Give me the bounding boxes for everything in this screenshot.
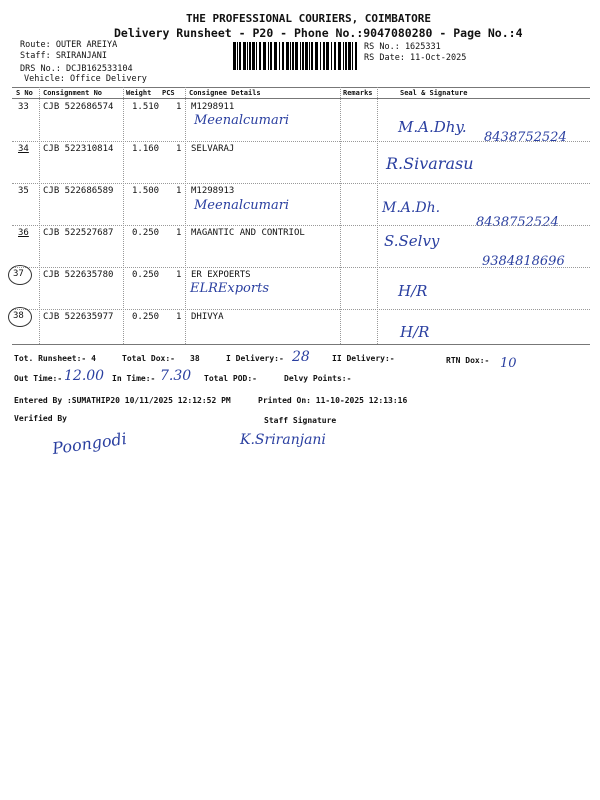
table-top-rule — [12, 87, 590, 88]
rtn-dox-value: 10 — [500, 356, 517, 371]
row-weight: 0.250 — [132, 228, 160, 238]
row-divider — [12, 183, 590, 184]
sheet-title: Delivery Runsheet - P20 - Phone No.:9047080280 - Page No.:4 — [114, 26, 523, 40]
row-divider — [12, 309, 590, 310]
col-separator — [39, 87, 40, 344]
row-consignee: MAGANTIC AND CONTRIOL — [191, 228, 305, 238]
col-separator — [185, 87, 186, 344]
row-pcs: 1 — [176, 144, 182, 154]
ii-delivery-label: II Delivery:- — [332, 354, 395, 363]
col-separator — [340, 87, 341, 344]
row-consignment: CJB 522635977 — [43, 312, 114, 322]
row-weight: 1.160 — [132, 144, 160, 154]
verifier-signature: Poongodi — [51, 428, 128, 459]
verified-by-label: Verified By — [14, 414, 67, 423]
handwritten-consignee: Meenalcumari — [194, 198, 290, 213]
printed-on: Printed On: 11-10-2025 12:13:16 — [258, 396, 408, 405]
row-consignment: CJB 522686589 — [43, 186, 114, 196]
total-pod-label: Total POD:- — [204, 374, 257, 383]
handwritten-signature: S.Selvy — [384, 232, 440, 250]
barcode — [233, 42, 358, 70]
row-weight: 0.250 — [132, 270, 160, 280]
handwritten-phone: 9384818696 — [482, 254, 565, 269]
row-divider — [12, 267, 590, 268]
handwritten-signature: R.Sivarasu — [386, 154, 474, 173]
row-weight: 1.500 — [132, 186, 160, 196]
row-pcs: 1 — [176, 312, 182, 322]
route: Route: OUTER AREIYA — [20, 40, 118, 50]
col-seal-signature: Seal & Signature — [400, 89, 468, 97]
in-time-label: In Time:- — [112, 374, 156, 383]
row-pcs: 1 — [176, 228, 182, 238]
row-consignment: CJB 522310814 — [43, 144, 114, 154]
out-time-label: Out Time:- — [14, 374, 63, 383]
table-bottom-rule — [12, 344, 590, 345]
row-divider — [12, 225, 590, 226]
delvy-points-label: Delvy Points:- — [284, 374, 352, 383]
vehicle: Vehicle: Office Delivery — [24, 74, 147, 84]
col-separator — [377, 87, 378, 344]
row-consignment: CJB 522686574 — [43, 102, 114, 112]
handwritten-consignee: Meenalcumari — [194, 113, 290, 128]
staff-signature: K.Sriranjani — [240, 432, 326, 448]
row-sno: 36 — [18, 228, 29, 238]
row-consignment: CJB 522635780 — [43, 270, 114, 280]
row-sno: 34 — [18, 144, 29, 154]
table-header-rule — [12, 98, 590, 99]
out-time-value: 12.00 — [64, 368, 105, 384]
rtn-dox-label: RTN Dox:- — [446, 356, 490, 365]
handwritten-signature: H/R — [400, 323, 430, 341]
handwritten-phone: 8438752524 — [484, 130, 567, 145]
handwritten-signature: M.A.Dh. — [382, 200, 441, 216]
handwritten-signature: M.A.Dhy. — [398, 118, 467, 136]
handwritten-signature: H/R — [398, 282, 428, 300]
row-weight: 0.250 — [132, 312, 160, 322]
row-consignment: CJB 522527687 — [43, 228, 114, 238]
row-sno: 37 — [13, 269, 24, 279]
tot-runsheet: Tot. Runsheet:- 4 — [14, 354, 96, 363]
handwritten-phone: 8438752524 — [476, 215, 559, 230]
col-remarks: Remarks — [343, 89, 373, 97]
handwritten-consignee: ELRExports — [190, 281, 269, 296]
row-weight: 1.510 — [132, 102, 160, 112]
col-separator — [123, 87, 124, 344]
rs-number: RS No.: 1625331 — [364, 42, 441, 52]
i-delivery-label: I Delivery:- — [226, 354, 284, 363]
total-dox-label: Total Dox:- — [122, 354, 175, 363]
i-delivery-value: 28 — [292, 349, 310, 365]
row-consignee: DHIVYA — [191, 312, 224, 322]
row-consignee: SELVARAJ — [191, 144, 235, 154]
row-divider — [12, 141, 590, 142]
staff: Staff: SRIRANJANI — [20, 51, 107, 61]
col-pcs: PCS — [162, 89, 175, 97]
col-consignee: Consignee Details — [189, 89, 261, 97]
row-consignee: M1298911 — [191, 102, 235, 112]
staff-signature-label: Staff Signature — [264, 416, 337, 425]
row-sno: 38 — [13, 311, 24, 321]
col-consignment: Consignment No — [43, 89, 103, 97]
entered-by: Entered By :SUMATHIP20 10/11/2025 12:12:52 PM — [14, 396, 231, 405]
company-name: THE PROFESSIONAL COURIERS, COIMBATORE — [186, 12, 432, 25]
row-sno: 33 — [18, 102, 29, 112]
rs-date: RS Date: 11-Oct-2025 — [364, 53, 467, 63]
row-pcs: 1 — [176, 102, 182, 112]
row-pcs: 1 — [176, 186, 182, 196]
drs-number: DRS No.: DCJB162533104 — [20, 64, 133, 74]
row-pcs: 1 — [176, 270, 182, 280]
total-dox-value: 38 — [190, 354, 200, 363]
col-sno: S No — [16, 89, 33, 97]
row-sno: 35 — [18, 186, 29, 196]
row-consignee: M1298913 — [191, 186, 235, 196]
in-time-value: 7.30 — [160, 368, 192, 384]
row-consignee: ER EXPOERTS — [191, 270, 251, 280]
col-weight: Weight — [126, 89, 152, 97]
